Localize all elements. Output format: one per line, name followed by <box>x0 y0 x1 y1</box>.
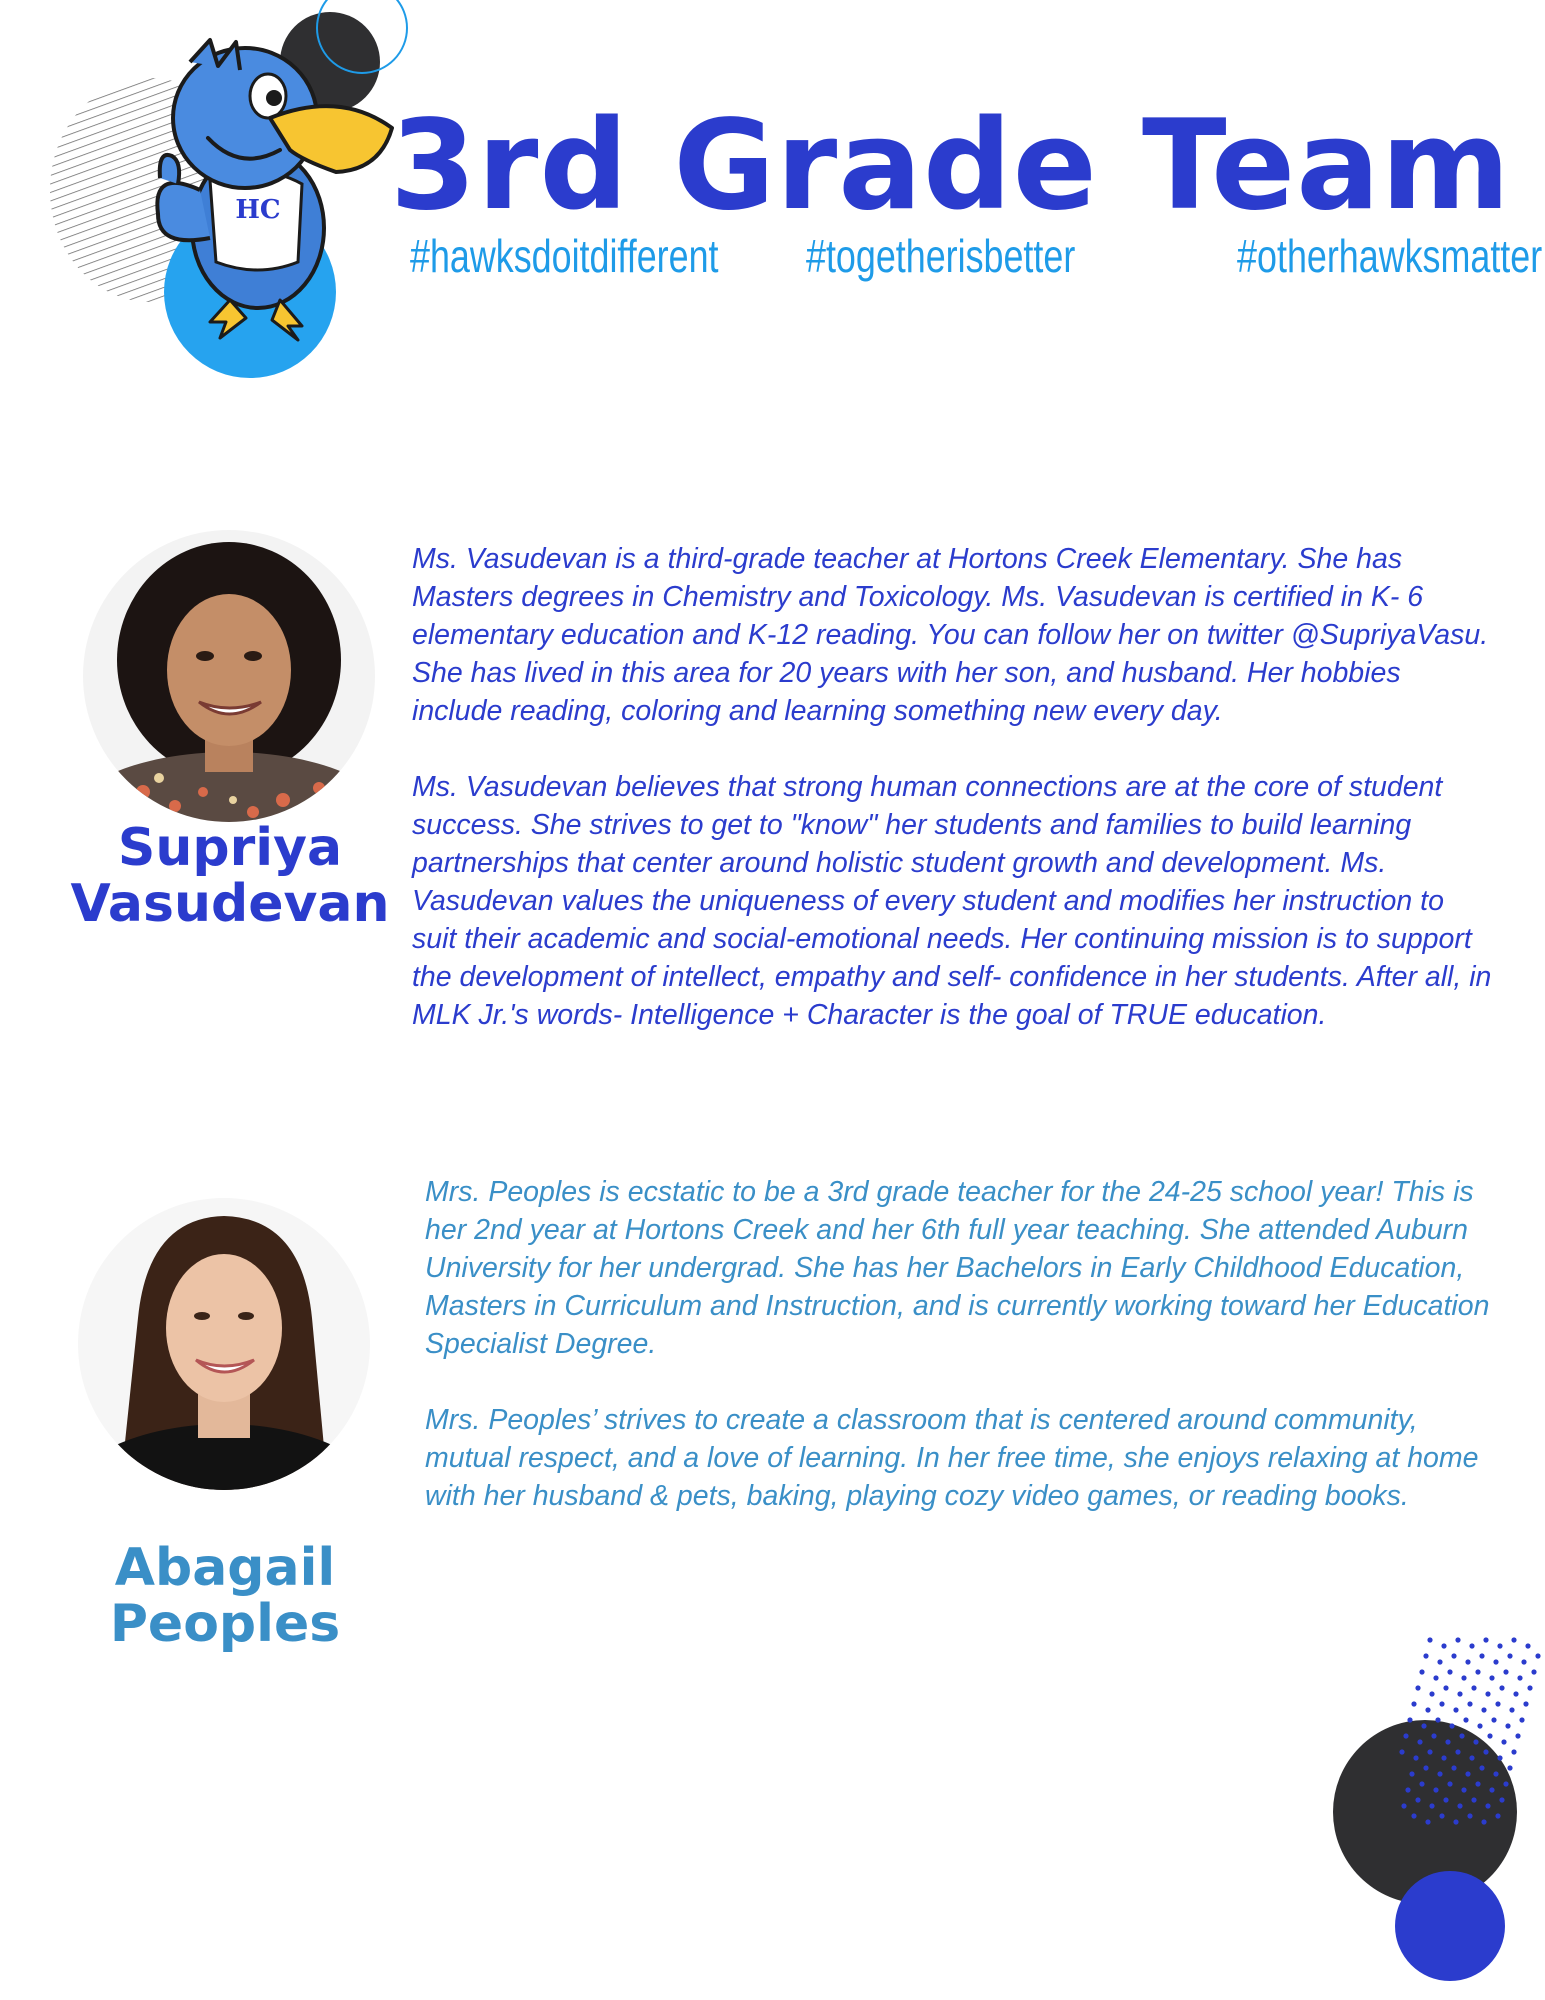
decorative-dot <box>1513 1691 1518 1696</box>
decorative-dot <box>1403 1733 1408 1738</box>
decorative-dot <box>1489 1787 1494 1792</box>
decorative-dot <box>1469 1643 1474 1648</box>
decorative-dot <box>1507 1765 1512 1770</box>
teacher-last-name: Peoples <box>109 1594 341 1654</box>
decorative-dot <box>1455 1637 1460 1642</box>
decorative-dot <box>1405 1787 1410 1792</box>
decorative-dot <box>1471 1797 1476 1802</box>
decorative-dot <box>1437 1771 1442 1776</box>
decorative-dot <box>1407 1717 1412 1722</box>
decorative-dot <box>1467 1701 1472 1706</box>
decorative-dot <box>1527 1685 1532 1690</box>
decorative-dot <box>1423 1765 1428 1770</box>
decorative-dot <box>1457 1803 1462 1808</box>
decorative-dot <box>1497 1755 1502 1760</box>
teacher-first-name: Supriya <box>117 818 343 878</box>
decorative-dot <box>1481 1819 1486 1824</box>
decorative-dot <box>1477 1723 1482 1728</box>
person-portrait-icon <box>78 1198 370 1490</box>
decorative-dot <box>1463 1717 1468 1722</box>
decorative-dot <box>1495 1813 1500 1818</box>
decorative-dot <box>1517 1675 1522 1680</box>
decorative-dot <box>1453 1819 1458 1824</box>
decorative-dot <box>1475 1781 1480 1786</box>
decorative-dot <box>1449 1723 1454 1728</box>
decorative-dot <box>1419 1781 1424 1786</box>
decorative-dot <box>1491 1717 1496 1722</box>
teacher-bio-supriya <box>412 540 1492 1034</box>
decorative-dot <box>1465 1659 1470 1664</box>
hashtag-2: #togetherisbetter <box>805 230 1075 282</box>
decorative-dot <box>1479 1653 1484 1658</box>
decorative-dot <box>1469 1755 1474 1760</box>
decorative-dot <box>1503 1669 1508 1674</box>
decorative-dot <box>1409 1771 1414 1776</box>
decorative-dot <box>1471 1685 1476 1690</box>
bio-paragraph: Mrs. Peoples’ strives to create a classroom that is centered around community, mutual respect, and a love of learning. In her free time, she enjoys relaxing at home with her husband & pets, baking, playing cozy video games, or reading books. <box>425 1404 1479 1512</box>
decorative-dot <box>1493 1659 1498 1664</box>
decorative-dot <box>1435 1717 1440 1722</box>
hashtag-1: #hawksdoitdifferent <box>410 230 719 282</box>
decorative-dot <box>1483 1749 1488 1754</box>
decorative-dot <box>1483 1637 1488 1642</box>
decorative-dot <box>1411 1701 1416 1706</box>
decorative-dot <box>1429 1691 1434 1696</box>
bio-paragraph: Ms. Vasudevan is a third-grade teacher at Hortons Creek Elementary. She has Masters degrees in Chemistry and Toxicology. Ms. Vasudevan is certified in K- 6 elementary education and K-12 reading. You can follow her on twitter @SupriyaVasu. She has lived in this area for 20 years with her son, and husband. Her hobbies include reading, coloring and learning something new every day. <box>412 543 1489 727</box>
teacher-bio-abagail <box>425 1173 1505 1515</box>
decorative-dot <box>1521 1659 1526 1664</box>
decorative-dot <box>1437 1659 1442 1664</box>
teacher-photo-supriya <box>83 530 375 822</box>
decorative-dot <box>1473 1739 1478 1744</box>
decorative-dot <box>1421 1723 1426 1728</box>
decorative-dot <box>1423 1653 1428 1658</box>
decorative-dot <box>1523 1701 1528 1706</box>
decorative-dot <box>1461 1787 1466 1792</box>
mascot-shirt-logo: HC <box>235 195 281 225</box>
decorative-dot <box>1519 1717 1524 1722</box>
decorative-dot <box>1525 1643 1530 1648</box>
decorative-dot <box>1401 1803 1406 1808</box>
decorative-dot <box>1505 1723 1510 1728</box>
decorative-dot <box>1443 1797 1448 1802</box>
decorative-dot <box>1447 1781 1452 1786</box>
hashtag-row <box>410 226 1542 286</box>
decorative-dot <box>1495 1701 1500 1706</box>
decorative-dot <box>1479 1765 1484 1770</box>
person-portrait-icon <box>83 530 375 822</box>
decorative-dot <box>1425 1707 1430 1712</box>
decorative-dot <box>1447 1669 1452 1674</box>
decorative-dot <box>1429 1803 1434 1808</box>
teacher-name-abagail <box>55 1540 395 1652</box>
decorative-dot <box>1503 1781 1508 1786</box>
decorative-dot <box>1451 1653 1456 1658</box>
decorative-circles <box>1300 1620 1545 2000</box>
teacher-photo-abagail <box>78 1198 370 1490</box>
decorative-dot <box>1509 1707 1514 1712</box>
decorative-dot <box>1413 1755 1418 1760</box>
decorative-dot <box>1439 1701 1444 1706</box>
decorative-dot <box>1501 1739 1506 1744</box>
decorative-dot <box>1425 1819 1430 1824</box>
page-title: 3rd Grade Team <box>390 94 1512 238</box>
decorative-dot <box>1417 1739 1422 1744</box>
decorative-dot <box>1455 1749 1460 1754</box>
decorative-dot <box>1439 1813 1444 1818</box>
decorative-dot <box>1535 1653 1540 1658</box>
decorative-dot <box>1441 1643 1446 1648</box>
decorative-dot <box>1489 1675 1494 1680</box>
teacher-last-name: Vasudevan <box>70 874 390 934</box>
decorative-dot <box>1451 1765 1456 1770</box>
bio-paragraph: Ms. Vasudevan believes that strong human connections are at the core of student success. She strives to get to "know" her students and families to build learning partnerships that center around holistic student growth and development. Ms. Vasudevan values the uniqueness of every student and modifies her instruction to suit their academic and social-emotional needs. Her continuing mission is to support the development of intellect, empathy and self- confidence in her students. After all, in MLK Jr.'s words- Intelligence + Character is the goal of TRUE education. <box>412 771 1492 1031</box>
decorative-dot <box>1427 1749 1432 1754</box>
decorative-dot <box>1493 1771 1498 1776</box>
decorative-dot <box>1507 1653 1512 1658</box>
bio-paragraph: Mrs. Peoples is ecstatic to be a 3rd grade teacher for the 24-25 school year! This is her 2nd year at Hortons Creek and her 6th full year teaching. She attended Auburn University for her undergrad. She has her Bachelors in Early Childhood Education, Masters in Curriculum and Instruction, and is currently working toward her Education Specialist Degree. <box>425 1176 1490 1360</box>
decorative-dot <box>1481 1707 1486 1712</box>
decorative-dot <box>1431 1733 1436 1738</box>
decorative-dot <box>1441 1755 1446 1760</box>
decorative-dot <box>1427 1637 1432 1642</box>
decorative-dot <box>1411 1813 1416 1818</box>
decorative-dot <box>1465 1771 1470 1776</box>
decorative-dot <box>1485 1803 1490 1808</box>
decorative-dot <box>1499 1685 1504 1690</box>
decorative-dot <box>1453 1707 1458 1712</box>
decorative-dot <box>1511 1749 1516 1754</box>
decorative-dot <box>1443 1685 1448 1690</box>
decorative-dot <box>1415 1685 1420 1690</box>
decorative-dot <box>1515 1733 1520 1738</box>
teacher-first-name: Abagail <box>114 1538 336 1598</box>
decorative-dot <box>1433 1787 1438 1792</box>
decorative-dot <box>1475 1669 1480 1674</box>
decorative-dot <box>1531 1669 1536 1674</box>
decorative-dot <box>1433 1675 1438 1680</box>
decorative-dot <box>1485 1691 1490 1696</box>
decorative-dot <box>1467 1813 1472 1818</box>
decorative-dot <box>1461 1675 1466 1680</box>
decorative-dot <box>1459 1733 1464 1738</box>
decorative-dot <box>1487 1733 1492 1738</box>
decorative-dot <box>1419 1669 1424 1674</box>
hawk-mascot-illustration <box>40 0 420 390</box>
decorative-dot <box>1511 1637 1516 1642</box>
hashtag-3: #otherhawksmatter <box>1236 230 1542 282</box>
decorative-dot <box>1415 1797 1420 1802</box>
decorative-dot <box>1399 1749 1404 1754</box>
decorative-dot <box>1445 1739 1450 1744</box>
decorative-dot <box>1457 1691 1462 1696</box>
decorative-dot <box>1497 1643 1502 1648</box>
decorative-dot <box>1499 1797 1504 1802</box>
teacher-name-supriya <box>60 820 400 932</box>
